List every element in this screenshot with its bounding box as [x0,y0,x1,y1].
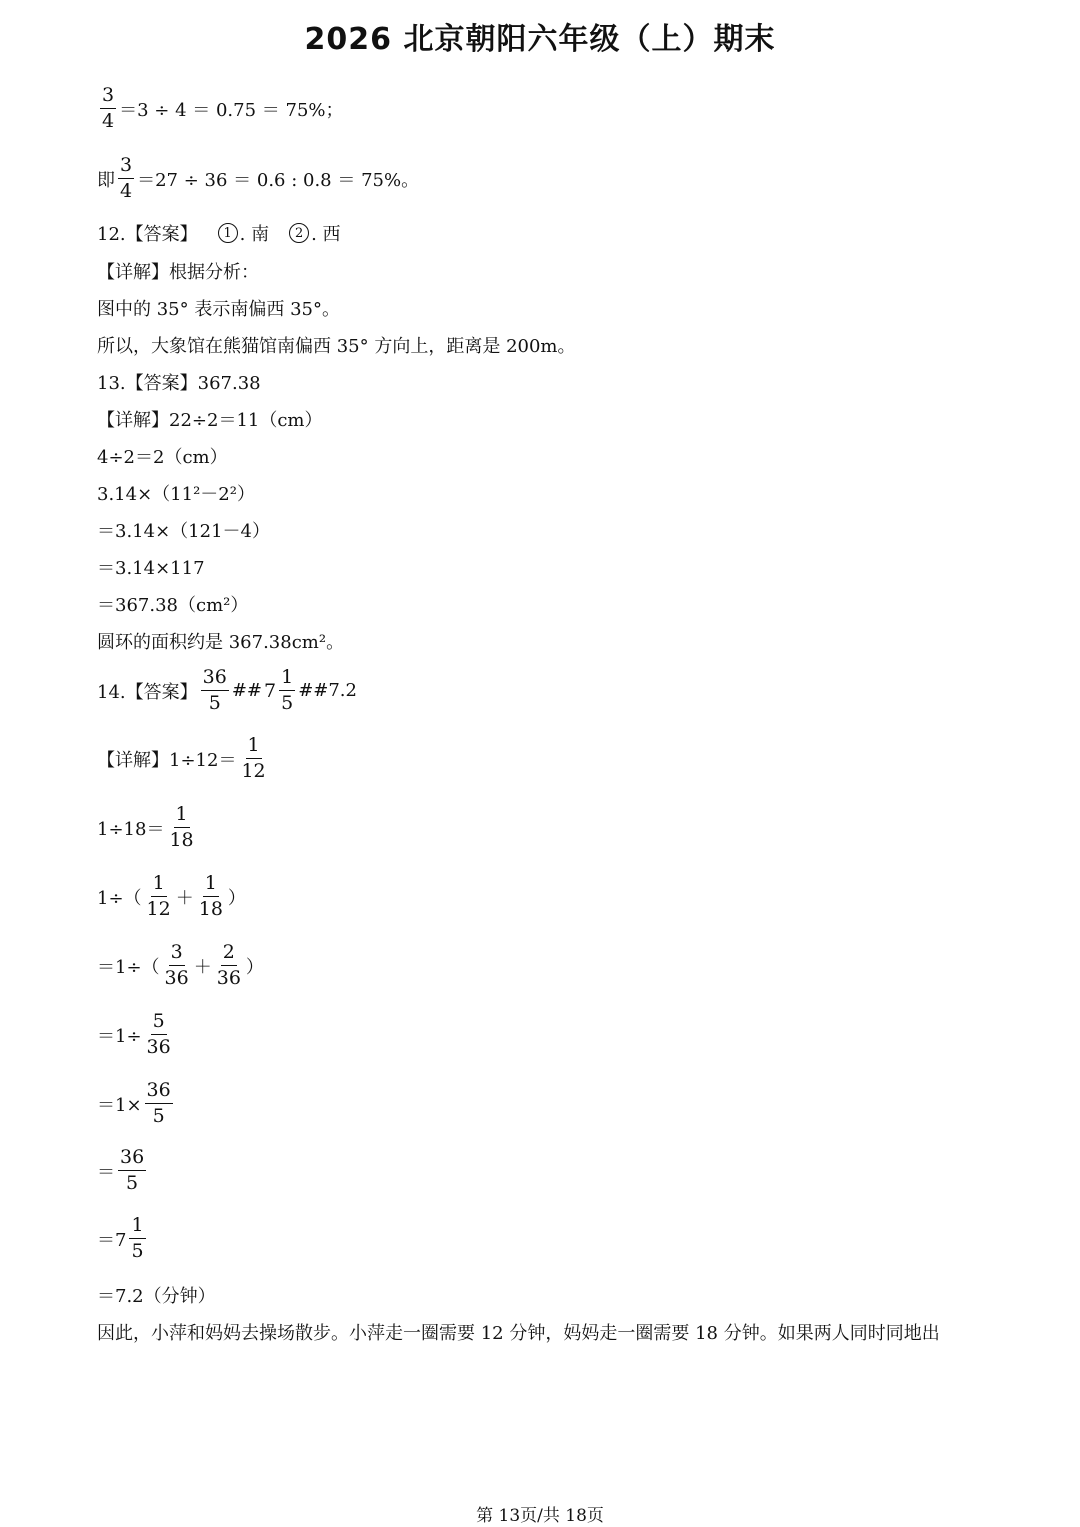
fraction: $\frac{3}{36}$ [164,941,189,989]
equation-text: ＝27 ÷ 36 ＝ 0.6 : 0.8 ＝ 75%。 [137,169,420,191]
equation-text: ＝1÷（ [97,956,160,978]
operator: ＋ [175,887,194,909]
detail-line [97,1081,176,1126]
detail-line: ＝367.38（cm²） [97,595,249,616]
fraction: $\frac{36}{5}$ [146,1079,171,1127]
detail-line: 【详解】22÷2＝11（cm） [97,410,323,431]
detail-line: ＝3.14×（121－4） [97,521,270,542]
fraction: $\frac{5}{36}$ [146,1010,171,1058]
fraction: $\frac{1}{18}$ [198,872,223,920]
equation-text: 1÷（ [97,887,142,909]
answer-line-14 [97,668,357,713]
fraction: $\frac{3}{4}$ [102,84,115,132]
fraction: $\frac{36}{5}$ [202,666,227,714]
detail-line [97,1148,149,1193]
operator: ＋ [193,956,212,978]
answer-label: 12.【答案】 [97,224,198,245]
circled-number: 1 [218,223,238,243]
detail-line: 图中的 35° 表示南偏西 35°。 [97,299,340,320]
equation-text: ） [245,956,264,978]
detail-line: 【详解】根据分析： [97,262,259,283]
detail-line: ＝7.2（分钟） [97,1286,216,1307]
circled-number: 2 [289,223,309,243]
answer-line-12 [97,220,341,246]
equation-text: 1÷18＝ [97,818,165,840]
detail-line [97,874,246,919]
answer-line-13: 13.【答案】367.38 [97,373,261,394]
answer-label: 14.【答案】 [97,681,198,703]
equation-prefix: 即 [97,169,115,191]
fraction: $\frac{1}{18}$ [169,803,194,851]
fraction: $\frac{2}{36}$ [216,941,241,989]
detail-line [97,1012,176,1057]
detail-line: 圆环的面积约是 367.38cm²。 [97,632,345,653]
detail-line [97,1216,149,1261]
equation-text: ＝ [97,1161,115,1183]
detail-line [97,805,199,850]
equation-line [97,86,344,131]
equation-text: 【详解】1÷12＝ [97,749,237,771]
fraction: $\frac{3}{4}$ [120,154,133,202]
equation-text: ＝1÷ [97,1025,142,1047]
page-title: 2026 北京朝阳六年级（上）期末 [304,22,776,57]
answer-text: . 南 [239,224,270,245]
separator: ##7.2 [298,680,357,701]
fraction: $\frac{1}{12}$ [241,734,266,782]
detail-line: 因此，小萍和妈妈去操场散步。小萍走一圈需要 12 分钟，妈妈走一圈需要 18 分钟。如果两人同时同地出 [97,1323,940,1344]
equation-text: ＝1× [97,1094,142,1116]
fraction: $\frac{1}{12}$ [146,872,171,920]
separator: ## [231,680,262,701]
page-footer: 第 13页/共 18页 [476,1506,604,1526]
fraction: $\frac{1}{5}$ [131,1214,144,1262]
fraction: $\frac{36}{5}$ [120,1146,145,1194]
fraction: $\frac{1}{5}$ [281,666,294,714]
equation-text: ） [227,887,246,909]
detail-line [97,943,264,988]
detail-line: ＝3.14×117 [97,558,205,579]
equation-line [97,156,419,201]
detail-line [97,736,271,781]
mixed-whole: 7 [264,679,277,702]
detail-line: 所以，大象馆在熊猫馆南偏西 35° 方向上，距离是 200m。 [97,336,576,357]
detail-line: 4÷2＝2（cm） [97,447,228,468]
equation-text: ＝3 ÷ 4 ＝ 0.75 ＝ 75%； [119,99,344,121]
answer-text: . 西 [311,224,341,245]
equation-text: ＝7 [97,1229,127,1251]
detail-line: 3.14×（11²－2²） [97,484,255,505]
